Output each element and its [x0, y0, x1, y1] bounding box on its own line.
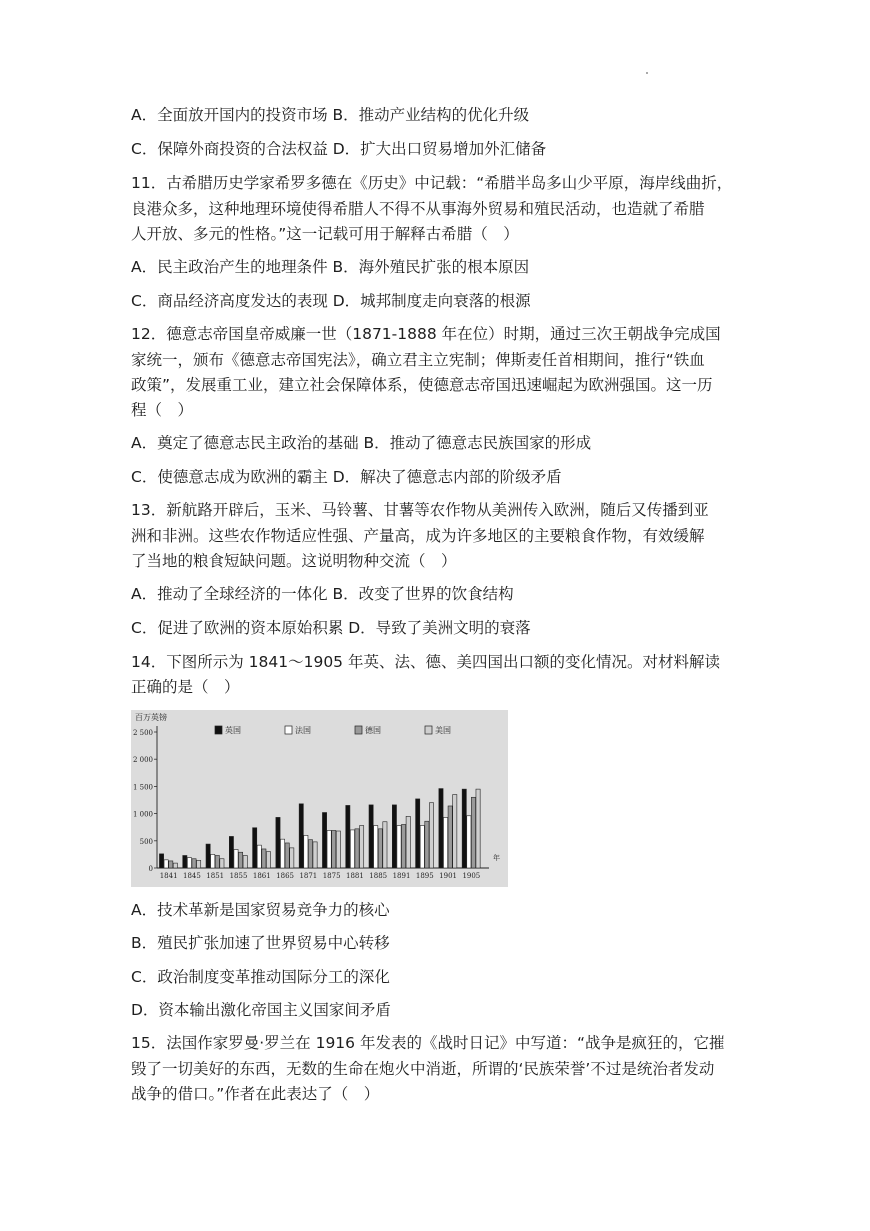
- q14-option-c: C．政治制度变革推动国际分工的深化: [131, 968, 390, 986]
- q13-stem-line-3: 了当地的粮食短缺问题。这说明物种交流（ ）: [131, 552, 457, 570]
- q10-options-ab: A．全面放开国内的投资市场 B．推动产业结构的优化升级: [131, 106, 530, 124]
- x-tick-label: 1875: [322, 872, 341, 880]
- bar-法国-1891: [397, 826, 401, 868]
- bar-美国-1885: [383, 822, 387, 868]
- bar-美国-1855: [243, 855, 247, 868]
- q10-options-cd: C．保障外商投资的合法权益 D．扩大出口贸易增加外汇储备: [131, 140, 547, 158]
- q11-stem-line-3: 人开放、多元的性格。”这一记载可用于解释古希腊（ ）: [131, 225, 519, 243]
- bar-法国-1845: [187, 858, 191, 868]
- bar-德国-1855: [239, 852, 243, 868]
- export-bar-chart: [131, 710, 508, 887]
- q15-stem-line-2: 毁了一切美好的东西，无数的生命在炮火中消逝，所谓的‘民族荣誉’不过是统治者发动: [131, 1060, 715, 1078]
- q15-stem-line-1: 15．法国作家罗曼·罗兰在 1916 年发表的《战时日记》中写道：“战争是疯狂的，它摧: [131, 1034, 725, 1052]
- y-tick-label: 1 500: [132, 783, 153, 792]
- q14-stem-line-1: 14．下图所示为 1841～1905 年英、法、德、美四国出口额的变化情况。对材料解读: [131, 653, 720, 671]
- bar-德国-1861: [262, 849, 266, 868]
- y-tick-label: 500: [139, 837, 153, 846]
- bar-法国-1875: [327, 830, 331, 868]
- y-tick-label: 1 000: [132, 810, 153, 819]
- bar-英国-1891: [392, 805, 396, 868]
- bar-德国-1881: [355, 829, 359, 868]
- bar-法国-1881: [350, 830, 354, 868]
- bar-英国-1875: [322, 813, 326, 868]
- y-tick-label: 0: [148, 865, 153, 873]
- x-tick-label: 1861: [252, 872, 271, 880]
- bar-法国-1841: [164, 860, 168, 868]
- bar-德国-1891: [402, 824, 406, 868]
- x-tick-label: 1905: [462, 872, 481, 880]
- scan-speck: [646, 72, 648, 74]
- bar-法国-1901: [443, 817, 447, 868]
- legend-swatch-德国: [355, 726, 362, 734]
- x-tick-label: 1885: [369, 872, 388, 880]
- q14-stem-line-2: 正确的是（ ）: [131, 678, 240, 696]
- bar-德国-1871: [308, 840, 312, 868]
- legend-label: 法国: [295, 726, 311, 735]
- q12-options-ab: A．奠定了德意志民主政治的基础 B．推动了德意志民族国家的形成: [131, 434, 592, 452]
- y-axis-label: 百万英镑: [135, 713, 167, 722]
- x-tick-label: 1855: [229, 872, 248, 880]
- bar-德国-1865: [285, 843, 289, 868]
- bar-英国-1865: [276, 817, 280, 868]
- y-tick-label: 2 000: [132, 756, 153, 765]
- q14-option-a: A．技术革新是国家贸易竞争力的核心: [131, 901, 390, 919]
- bar-德国-1895: [425, 821, 429, 868]
- bar-德国-1885: [378, 829, 382, 868]
- x-tick-label: 1845: [183, 872, 201, 880]
- q11-options-ab: A．民主政治产生的地理条件 B．海外殖民扩张的根本原因: [131, 258, 530, 276]
- q12-options-cd: C．使德意志成为欧洲的霸主 D．解决了德意志内部的阶级矛盾: [131, 468, 562, 486]
- bar-英国-1905: [462, 789, 466, 868]
- bar-美国-1851: [220, 859, 224, 868]
- bar-德国-1905: [471, 797, 475, 868]
- legend-label: 英国: [225, 726, 241, 735]
- q14-option-b: B．殖民扩张加速了世界贸易中心转移: [131, 934, 390, 952]
- legend-swatch-英国: [215, 726, 222, 734]
- x-tick-label: 1881: [346, 872, 364, 880]
- x-tick-label: 1871: [299, 872, 318, 880]
- bar-美国-1845: [197, 860, 201, 868]
- bar-美国-1871: [313, 842, 317, 868]
- bar-美国-1891: [406, 816, 410, 868]
- legend-label: 美国: [435, 726, 451, 735]
- bar-美国-1895: [429, 803, 433, 868]
- q13-options-cd: C．促进了欧洲的资本原始积累 D．导致了美洲文明的衰落: [131, 619, 531, 637]
- x-tick-label: 1895: [415, 872, 434, 880]
- bar-德国-1875: [332, 830, 336, 868]
- bar-法国-1905: [467, 816, 471, 868]
- bar-法国-1851: [211, 854, 215, 868]
- bar-德国-1901: [448, 806, 452, 868]
- q11-stem-line-2: 良港众多，这种地理环境使得希腊人不得不从事海外贸易和殖民活动，也造就了希腊: [131, 200, 705, 218]
- legend-label: 德国: [365, 726, 381, 735]
- bar-法国-1885: [374, 826, 378, 868]
- bar-法国-1861: [257, 845, 261, 868]
- q12-stem-line-4: 程（ ）: [131, 401, 194, 419]
- bar-美国-1875: [336, 831, 340, 868]
- bar-德国-1841: [169, 861, 173, 868]
- x-tick-label: 1891: [392, 872, 411, 880]
- bar-英国-1895: [416, 799, 420, 868]
- q11-stem-line-1: 11．古希腊历史学家希罗多德在《历史》中记载：“希腊半岛多山少平原，海岸线曲折，: [131, 174, 733, 192]
- bar-美国-1905: [476, 789, 480, 868]
- bar-英国-1845: [183, 855, 187, 868]
- bar-英国-1871: [299, 804, 303, 868]
- x-tick-label: 1865: [276, 872, 294, 880]
- bar-法国-1865: [280, 839, 284, 868]
- bar-美国-1841: [173, 863, 177, 868]
- bar-英国-1881: [346, 805, 350, 868]
- q13-options-ab: A．推动了全球经济的一体化 B．改变了世界的饮食结构: [131, 585, 514, 603]
- q14-option-d: D．资本输出激化帝国主义国家间矛盾: [131, 1001, 391, 1019]
- bar-德国-1845: [192, 859, 196, 868]
- bar-美国-1901: [453, 795, 457, 868]
- q11-options-cd: C．商品经济高度发达的表现 D．城邦制度走向衰落的根源: [131, 292, 531, 310]
- bar-法国-1855: [234, 850, 238, 868]
- q12-stem-line-3: 政策”，发展重工业，建立社会保障体系，使德意志帝国迅速崛起为欧洲强国。这一历: [131, 376, 713, 394]
- x-axis-label: 年: [493, 854, 500, 862]
- q13-stem-line-2: 洲和非洲。这些农作物适应性强、产量高，成为许多地区的主要粮食作物，有效缓解: [131, 527, 705, 545]
- x-tick-label: 1901: [439, 872, 457, 880]
- q12-stem-line-2: 家统一，颁布《德意志帝国宪法》，确立君主立宪制；俾斯麦任首相期间，推行“铁血: [131, 351, 705, 369]
- x-tick-label: 1851: [206, 872, 225, 880]
- q13-stem-line-1: 13．新航路开辟后，玉米、马铃薯、甘薯等农作物从美洲传入欧洲，随后又传播到亚: [131, 501, 709, 519]
- bar-法国-1895: [420, 826, 424, 868]
- legend-swatch-美国: [425, 726, 432, 734]
- bar-英国-1851: [206, 844, 210, 868]
- legend-swatch-法国: [285, 726, 292, 734]
- q12-stem-line-1: 12．德意志帝国皇帝威廉一世（1871-1888 年在位）时期，通过三次王朝战争完成国: [131, 325, 721, 343]
- y-tick-label: 2 500: [132, 729, 153, 737]
- bar-英国-1901: [439, 789, 443, 868]
- bar-法国-1871: [304, 835, 308, 868]
- bar-英国-1841: [159, 854, 163, 868]
- q15-stem-line-3: 战争的借口。”作者在此表达了（ ）: [131, 1085, 380, 1103]
- bar-美国-1861: [266, 852, 270, 868]
- bar-美国-1865: [290, 848, 294, 868]
- bar-德国-1851: [215, 855, 219, 868]
- bar-英国-1855: [229, 836, 233, 868]
- export-chart: [131, 710, 508, 887]
- x-tick-label: 1841: [159, 872, 178, 880]
- bar-英国-1885: [369, 805, 373, 868]
- bar-英国-1861: [253, 828, 257, 868]
- bar-美国-1881: [360, 826, 364, 868]
